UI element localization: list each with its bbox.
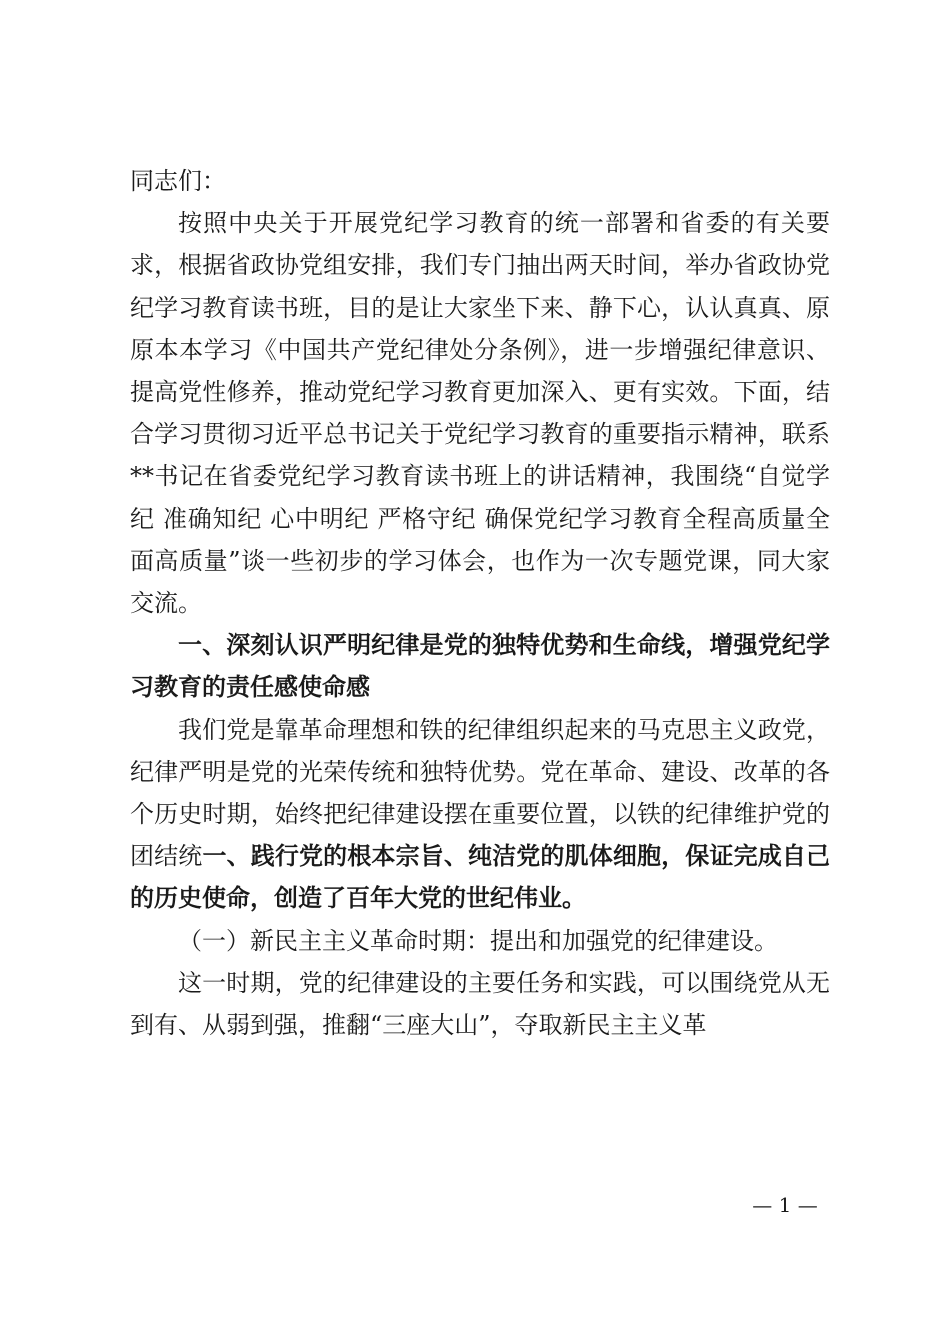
discipline-paragraph-text: 我们党是靠革命理想和铁的纪律组织起来的马克思主义政党，纪律严明是党的光荣传统和独特优势。党在革命、建设、改革的各个历史时期，始终把纪律建设摆在重要位置，以铁的纪律维护党的团结统 (130, 715, 830, 871)
subsection-label: （一）新民主主义革命时期： (178, 926, 490, 955)
history-paragraph: 这一时期，党的纪律建设的主要任务和实践，可以围绕党从无到有、从弱到强，推翻“三座大山”，夺取新民主主义革 (130, 968, 830, 1040)
subsection-heading (130, 920, 830, 962)
section-heading-1: 一、深刻认识严明纪律是党的独特优势和生命线，增强党纪学习教育的责任感使命感 (130, 631, 830, 702)
salutation: 同志们： (130, 167, 226, 195)
body-text (130, 160, 830, 1046)
discipline-paragraph (130, 709, 830, 920)
page-number: — 1 — (752, 1193, 818, 1217)
discipline-paragraph-bold-text: 一、践行党的根本宗旨、纯洁党的肌体细胞，保证完成自己的历史使命，创造了百年大党的世纪伟业。 (130, 842, 831, 913)
opening-paragraph: 按照中央关于开展党纪学习教育的统一部署和省委的有关要求，根据省政协党组安排，我们专门抽出两天时间，举办省政协党纪学习教育读书班，目的是让大家坐下来、静下心，认认真真、原原本本学习《中国共产党纪律处分条例》，进一步增强纪律意识、提高党性修养，推动党纪学习教育更加深入、更有实效。下面，结合学习贯彻习近平总书记关于党纪学习教育的重要指示精神，联系**书记在省委党纪学习教育读书班上的讲话精神，我围绕“自觉学纪 准确知纪 心中明纪 严格守纪 确保党纪学习教育全程高质量全面高质量”谈一些初步的学习体会，也作为一次专题党课，同大家交流。 (130, 209, 830, 618)
subsection-title: 提出和加强党的纪律建设。 (490, 926, 778, 955)
